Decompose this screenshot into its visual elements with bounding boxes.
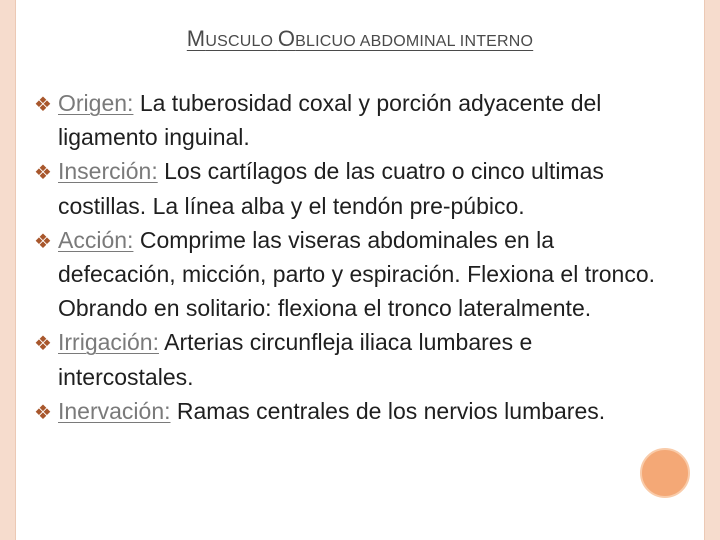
- title-word-musculo: USCULO: [205, 33, 278, 50]
- term-irrigacion: Irrigación:: [58, 329, 159, 356]
- bullet-irrigacion: [34, 325, 674, 393]
- text-accion: Comprime las viseras abdominales en la defecación, micción, parto y espiración. Flexiona el tronco. Obrando en solitario: flexiona el tronco lateralmente.: [58, 226, 656, 322]
- term-insercion: Inserción:: [58, 158, 158, 185]
- diamond-bullet-icon: ❖: [34, 162, 52, 185]
- term-accion: Acción:: [58, 226, 134, 253]
- diamond-bullet-icon: ❖: [34, 94, 52, 116]
- term-origen: Origen:: [58, 90, 134, 116]
- bullet-accion: [34, 223, 674, 326]
- bullet-list: [34, 86, 674, 428]
- text-inervacion: Ramas centrales de los nervios lumbares.: [170, 397, 606, 424]
- text-irrigacion: Arterias circunfleja iliaca lumbares e intercostales.: [58, 329, 533, 390]
- term-inervacion: Inervación:: [58, 397, 171, 424]
- title-initial-o: O: [277, 26, 296, 51]
- slide: [16, 0, 704, 540]
- decorative-circle: [640, 448, 690, 498]
- diamond-bullet-icon: ❖: [34, 230, 52, 253]
- slide-title: [16, 26, 704, 52]
- text-insercion: Los cartílagos de las cuatro o cinco ultimas costillas. La línea alba y el tendón pre-púbico.: [58, 158, 604, 219]
- bullet-inervacion: [34, 394, 674, 428]
- title-rest: BLICUO ABDOMINAL INTERNO: [295, 33, 534, 50]
- text-origen: La tuberosidad coxal y porción adyacente del ligamento inguinal.: [58, 90, 602, 151]
- diamond-bullet-icon: ❖: [34, 401, 52, 424]
- bullet-insercion: [34, 154, 674, 222]
- bullet-origen: [34, 86, 674, 154]
- title-initial-m: M: [186, 26, 206, 51]
- diamond-bullet-icon: ❖: [34, 333, 52, 356]
